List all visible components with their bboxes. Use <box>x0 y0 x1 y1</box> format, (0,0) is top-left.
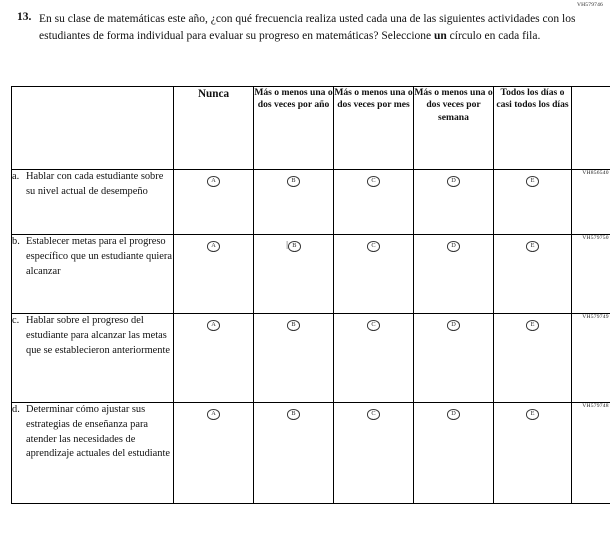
bubble-d-never[interactable] <box>174 403 254 504</box>
bubble-a-once-twice-month[interactable] <box>334 170 414 235</box>
radio-bubble[interactable]: C <box>367 320 380 331</box>
row-id-a: VH856540 <box>572 170 610 235</box>
row-letter-a: a. <box>12 171 20 182</box>
bubble-c-never[interactable] <box>174 314 254 403</box>
radio-bubble[interactable]: D <box>447 241 460 252</box>
bubble-a-once-twice-week[interactable] <box>414 170 494 235</box>
bubble-b-once-twice-month[interactable] <box>334 235 414 314</box>
radio-bubble[interactable]: E <box>526 176 539 187</box>
header-every-day: Todos los días o casi todos los días <box>494 87 572 170</box>
table-row <box>12 403 610 504</box>
row-id-b: VH579750 <box>572 235 610 314</box>
header-never: Nunca <box>174 87 254 170</box>
bubble-c-once-twice-week[interactable] <box>414 314 494 403</box>
cursor-caret-mark: | <box>286 240 288 249</box>
table-row <box>12 170 610 235</box>
question-text-part1: En su clase de matemáticas este año, ¿con qué frecuencia realiza usted cada una de las siguientes actividades con los estudiantes de forma individual para evaluar su progreso en matemáticas? Seleccione <box>39 13 576 43</box>
radio-bubble[interactable]: D <box>447 176 460 187</box>
radio-bubble[interactable]: D <box>447 409 460 420</box>
row-text-b: Establecer metas para el progreso específico que un estudiante quiera alcanzar <box>26 236 172 277</box>
bubble-c-every-day[interactable] <box>494 314 572 403</box>
row-letter-b: b. <box>12 236 20 247</box>
bubble-b-every-day[interactable] <box>494 235 572 314</box>
bubble-d-every-day[interactable] <box>494 403 572 504</box>
radio-bubble[interactable]: D <box>447 320 460 331</box>
bubble-c-once-twice-year[interactable] <box>254 314 334 403</box>
question-number: 13. <box>17 11 32 23</box>
row-stem-d <box>12 403 174 504</box>
row-stem-c <box>12 314 174 403</box>
bubble-d-once-twice-year[interactable] <box>254 403 334 504</box>
page-identifier: VH579746 <box>576 2 603 8</box>
table-row <box>12 314 610 403</box>
bubble-a-once-twice-year[interactable] <box>254 170 334 235</box>
bubble-a-never[interactable] <box>174 170 254 235</box>
response-grid <box>11 86 610 504</box>
radio-bubble[interactable]: B <box>287 176 300 187</box>
radio-bubble[interactable]: B <box>287 409 300 420</box>
radio-bubble[interactable]: B <box>287 320 300 331</box>
row-id-d: VH579748 <box>572 403 610 504</box>
bubble-d-once-twice-month[interactable] <box>334 403 414 504</box>
radio-bubble[interactable]: C <box>367 409 380 420</box>
bubble-c-once-twice-month[interactable] <box>334 314 414 403</box>
bubble-b-never[interactable] <box>174 235 254 314</box>
radio-bubble[interactable]: A <box>207 176 220 187</box>
radio-bubble[interactable]: B <box>288 241 301 252</box>
bubble-a-every-day[interactable] <box>494 170 572 235</box>
row-letter-d: d. <box>12 404 20 415</box>
radio-bubble[interactable]: A <box>207 409 220 420</box>
row-stem-a <box>12 170 174 235</box>
radio-bubble[interactable]: E <box>526 241 539 252</box>
table-row <box>12 235 610 314</box>
bubble-d-once-twice-week[interactable] <box>414 403 494 504</box>
radio-bubble[interactable]: C <box>367 176 380 187</box>
row-stem-b <box>12 235 174 314</box>
row-text-d: Determinar cómo ajustar sus estrategias de enseñanza para atender las necesidades de aprendizaje actuales del estudiante <box>26 404 170 460</box>
row-id-c: VH579749 <box>572 314 610 403</box>
radio-bubble[interactable]: C <box>367 241 380 252</box>
radio-bubble[interactable]: E <box>526 409 539 420</box>
header-once-twice-year: Más o menos una o dos veces por año <box>254 87 334 170</box>
row-text-c: Hablar sobre el progreso del estudiante para alcanzar las metas que se establecieron anteriormente <box>26 315 170 356</box>
header-stem <box>12 87 174 170</box>
radio-bubble[interactable]: A <box>207 241 220 252</box>
bubble-b-once-twice-week[interactable] <box>414 235 494 314</box>
header-once-twice-month: Más o menos una o dos veces por mes <box>334 87 414 170</box>
question-block <box>17 11 577 46</box>
grid-header-row <box>12 87 610 170</box>
header-once-twice-week: Más o menos una o dos veces por semana <box>414 87 494 170</box>
bubble-b-once-twice-year[interactable] <box>254 235 334 314</box>
radio-bubble[interactable]: A <box>207 320 220 331</box>
row-letter-c: c. <box>12 315 20 326</box>
question-text-emphasis: un <box>434 30 447 43</box>
radio-bubble[interactable]: E <box>526 320 539 331</box>
row-text-a: Hablar con cada estudiante sobre su nivel actual de desempeño <box>26 171 164 197</box>
question-text-part2: círculo en cada fila. <box>446 30 541 43</box>
question-text <box>39 11 577 46</box>
header-row-id <box>572 87 610 170</box>
